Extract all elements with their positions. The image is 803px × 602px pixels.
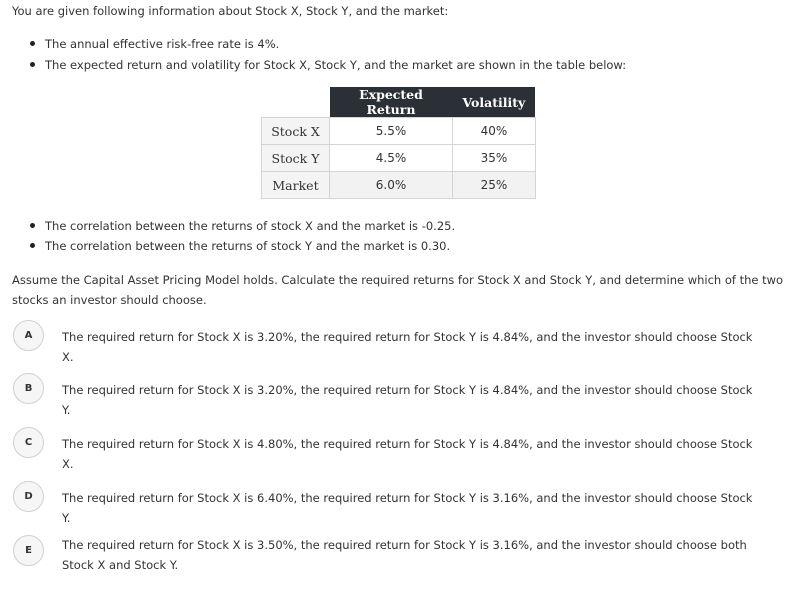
option-letter-badge[interactable]: A [13, 320, 44, 351]
stock-data-table [261, 87, 536, 199]
table-header-row [262, 87, 536, 118]
option-letter-badge[interactable]: E [13, 535, 44, 566]
table-row [262, 145, 536, 172]
option-letter-badge[interactable]: B [13, 373, 44, 404]
bullet-table-intro: The expected return and volatility for Stock X, Stock Y, and the market are shown in the table below: [30, 58, 626, 72]
table-row [262, 118, 536, 145]
bullet-correlation-y: The correlation between the returns of stock Y and the market is 0.30. [30, 239, 455, 253]
volatility-cell: 25% [453, 172, 536, 199]
option-text: The required return for Stock X is 3.20%, the required return for Stock Y is 4.84%, and the investor should choose Stock X. [62, 330, 753, 364]
volatility-cell: 35% [453, 145, 536, 172]
table-row [262, 172, 536, 199]
option-letter-badge[interactable]: D [13, 481, 44, 512]
row-label: Stock Y [262, 145, 330, 172]
correlation-bullet-list [30, 219, 455, 253]
option-letter-badge[interactable]: C [13, 427, 44, 458]
info-bullet-list [30, 37, 626, 72]
row-label: Market [262, 172, 330, 199]
volatility-cell: 40% [453, 118, 536, 145]
bullet-risk-free-rate: The annual effective risk-free rate is 4%. [30, 37, 626, 51]
table-header-volatility: Volatility [453, 87, 536, 118]
option-text: The required return for Stock X is 3.50%, the required return for Stock Y is 3.16%, and the investor should choose both Stock X and Stock Y. [62, 538, 747, 572]
expected-return-cell: 5.5% [330, 118, 453, 145]
question-text: Assume the Capital Asset Pricing Model holds. Calculate the required returns for Stock X and Stock Y, and determine which of the two stocks an investor should choose. [12, 273, 784, 307]
row-label: Stock X [262, 118, 330, 145]
option-text: The required return for Stock X is 3.20%, the required return for Stock Y is 4.84%, and the investor should choose Stock Y. [62, 383, 753, 417]
table-header-empty [262, 87, 330, 118]
expected-return-cell: 6.0% [330, 172, 453, 199]
option-text: The required return for Stock X is 6.40%, the required return for Stock Y is 3.16%, and the investor should choose Stock Y. [62, 491, 753, 525]
bullet-correlation-x: The correlation between the returns of stock X and the market is -0.25. [30, 219, 455, 233]
intro-text: You are given following information about Stock X, Stock Y, and the market: [12, 4, 449, 18]
expected-return-cell: 4.5% [330, 145, 453, 172]
option-text: The required return for Stock X is 4.80%, the required return for Stock Y is 4.84%, and the investor should choose Stock X. [62, 437, 753, 471]
table-header-expected-return: Expected Return [330, 87, 453, 118]
